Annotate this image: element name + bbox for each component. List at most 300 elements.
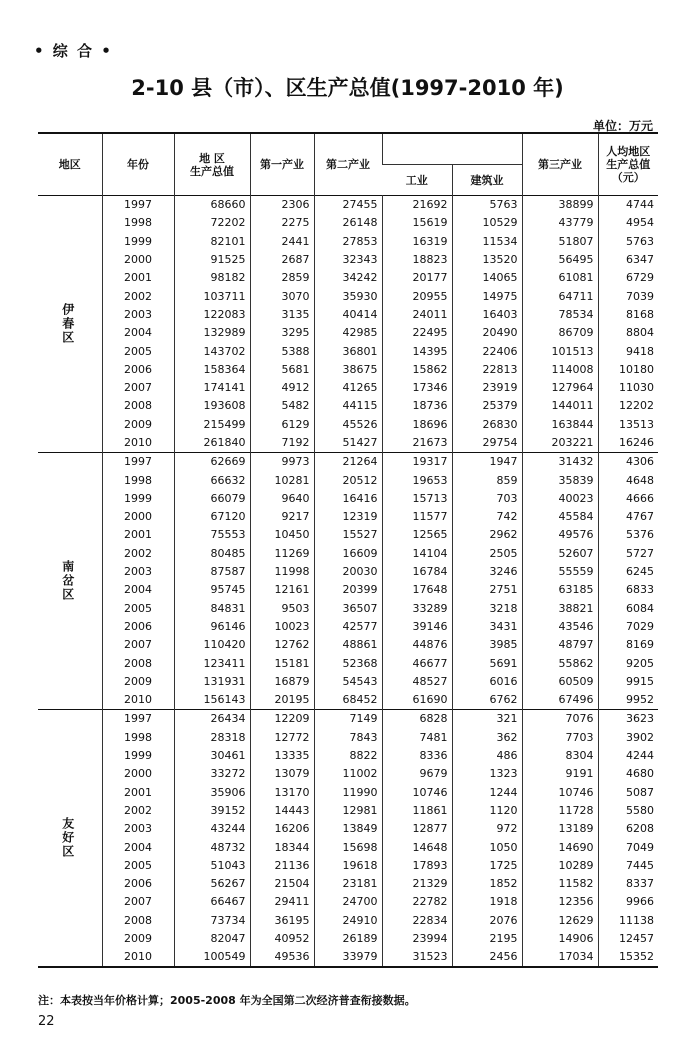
table-cell: 3985	[452, 636, 522, 654]
table-cell: 12202	[598, 397, 658, 415]
table-cell: 2441	[250, 233, 314, 251]
table-cell: 110420	[174, 636, 250, 654]
table-row	[38, 490, 658, 508]
table-cell: 51807	[522, 233, 598, 251]
table-row	[38, 306, 658, 324]
table-cell: 4244	[598, 747, 658, 765]
table-cell: 19317	[382, 453, 452, 472]
table-cell: 2001	[102, 784, 174, 802]
table-cell: 4666	[598, 490, 658, 508]
col-header-year: 年份	[102, 133, 174, 196]
region-label: 伊春区	[60, 303, 75, 346]
table-cell: 1999	[102, 233, 174, 251]
table-cell: 5691	[452, 654, 522, 672]
table-cell: 9973	[250, 453, 314, 472]
table-cell: 1050	[452, 838, 522, 856]
table-cell: 1323	[452, 765, 522, 783]
table-cell: 2003	[102, 820, 174, 838]
table-cell: 6828	[382, 710, 452, 729]
table-cell: 14690	[522, 838, 598, 856]
table-cell: 7029	[598, 618, 658, 636]
table-row	[38, 471, 658, 489]
table-cell: 5580	[598, 802, 658, 820]
table-cell: 123411	[174, 654, 250, 672]
col-header-primary: 第一产业	[250, 133, 314, 196]
table-cell: 2962	[452, 526, 522, 544]
table-cell: 12209	[250, 710, 314, 729]
table-cell: 4306	[598, 453, 658, 472]
table-cell: 12762	[250, 636, 314, 654]
table-cell: 21692	[382, 196, 452, 215]
table-cell: 2006	[102, 618, 174, 636]
table-cell: 11582	[522, 875, 598, 893]
table-cell: 203221	[522, 434, 598, 453]
table-cell: 5681	[250, 361, 314, 379]
col-header-secondary-breakdown	[382, 133, 522, 165]
table-cell: 2010	[102, 691, 174, 710]
table-row	[38, 838, 658, 856]
table-cell: 68660	[174, 196, 250, 215]
table-cell: 7149	[314, 710, 382, 729]
table-cell: 20399	[314, 581, 382, 599]
table-cell: 82047	[174, 930, 250, 948]
table-cell: 2007	[102, 379, 174, 397]
col-header-secondary: 第二产业	[314, 133, 382, 196]
table-cell: 5763	[452, 196, 522, 215]
table-cell: 9217	[250, 508, 314, 526]
table-cell: 10450	[250, 526, 314, 544]
table-cell: 703	[452, 490, 522, 508]
region-label: 南岔区	[60, 560, 75, 603]
table-cell: 20030	[314, 563, 382, 581]
table-cell: 39146	[382, 618, 452, 636]
table-cell: 163844	[522, 416, 598, 434]
table-cell: 4912	[250, 379, 314, 397]
table-cell: 6347	[598, 251, 658, 269]
table-cell: 2000	[102, 765, 174, 783]
table-cell: 87587	[174, 563, 250, 581]
table-cell: 60509	[522, 673, 598, 691]
table-cell: 40952	[250, 930, 314, 948]
table-cell: 10281	[250, 471, 314, 489]
table-cell: 9966	[598, 893, 658, 911]
table-cell: 8337	[598, 875, 658, 893]
table-cell: 23994	[382, 930, 452, 948]
page-number: 22	[38, 1014, 55, 1029]
table-cell: 61081	[522, 269, 598, 287]
table-cell: 10746	[522, 784, 598, 802]
table-cell: 21504	[250, 875, 314, 893]
table-cell: 4680	[598, 765, 658, 783]
table-cell: 8822	[314, 747, 382, 765]
table-cell: 34242	[314, 269, 382, 287]
table-cell: 4767	[598, 508, 658, 526]
table-cell: 6208	[598, 820, 658, 838]
table-cell: 24011	[382, 306, 452, 324]
table-cell: 15713	[382, 490, 452, 508]
table-cell: 12629	[522, 912, 598, 930]
table-cell: 131931	[174, 673, 250, 691]
table-cell: 2000	[102, 508, 174, 526]
table-cell: 51043	[174, 857, 250, 875]
table-cell: 6762	[452, 691, 522, 710]
table-cell: 7049	[598, 838, 658, 856]
table-row	[38, 857, 658, 875]
table-cell: 156143	[174, 691, 250, 710]
table-cell: 22834	[382, 912, 452, 930]
table-row	[38, 673, 658, 691]
table-row	[38, 875, 658, 893]
table-cell: 9640	[250, 490, 314, 508]
table-cell: 11030	[598, 379, 658, 397]
table-cell: 20195	[250, 691, 314, 710]
table-cell: 20512	[314, 471, 382, 489]
footnote: 注：本表按当年价格计算；2005-2008 年为全国第二次经济普查衔接数据。	[38, 994, 416, 1007]
table-cell: 174141	[174, 379, 250, 397]
table-cell: 11002	[314, 765, 382, 783]
table-cell: 11577	[382, 508, 452, 526]
table-cell: 5376	[598, 526, 658, 544]
table-cell: 1998	[102, 471, 174, 489]
table-cell: 1998	[102, 214, 174, 232]
table-row	[38, 508, 658, 526]
table-cell: 5727	[598, 545, 658, 563]
table-row	[38, 251, 658, 269]
table-cell: 3431	[452, 618, 522, 636]
table-cell: 13335	[250, 747, 314, 765]
table-cell: 4954	[598, 214, 658, 232]
table-cell: 48861	[314, 636, 382, 654]
table-cell: 16879	[250, 673, 314, 691]
table-cell: 15352	[598, 948, 658, 967]
table-cell: 14975	[452, 287, 522, 305]
table-cell: 36195	[250, 912, 314, 930]
table-cell: 35906	[174, 784, 250, 802]
table-cell: 49536	[250, 948, 314, 967]
table-cell: 5087	[598, 784, 658, 802]
region-label: 友好区	[60, 817, 75, 860]
table-cell: 66632	[174, 471, 250, 489]
table-cell: 132989	[174, 324, 250, 342]
col-header-gdp: 地 区 生产总值	[174, 133, 250, 196]
table-cell: 9915	[598, 673, 658, 691]
table-cell: 2000	[102, 251, 174, 269]
table-cell: 7039	[598, 287, 658, 305]
table-cell: 2008	[102, 397, 174, 415]
table-cell: 3135	[250, 306, 314, 324]
table-cell: 261840	[174, 434, 250, 453]
page-title: 2-10 县（市）、区生产总值(1997-2010 年)	[131, 76, 564, 100]
table-cell: 8168	[598, 306, 658, 324]
table-cell: 4648	[598, 471, 658, 489]
table-cell: 35930	[314, 287, 382, 305]
table-cell: 6084	[598, 600, 658, 618]
table-cell: 2004	[102, 581, 174, 599]
table-cell: 26189	[314, 930, 382, 948]
table-cell: 31523	[382, 948, 452, 967]
table-cell: 193608	[174, 397, 250, 415]
unit-label: 单位：万元	[592, 119, 653, 133]
table-cell: 114008	[522, 361, 598, 379]
table-cell: 44115	[314, 397, 382, 415]
table-cell: 15619	[382, 214, 452, 232]
table-cell: 7481	[382, 729, 452, 747]
table-cell: 19653	[382, 471, 452, 489]
table-row	[38, 324, 658, 342]
table-row	[38, 416, 658, 434]
table-cell: 2003	[102, 563, 174, 581]
table-cell: 22782	[382, 893, 452, 911]
table-cell: 1997	[102, 196, 174, 215]
table-cell: 22813	[452, 361, 522, 379]
table-cell: 3070	[250, 287, 314, 305]
table-cell: 10289	[522, 857, 598, 875]
table-cell: 2505	[452, 545, 522, 563]
table-row	[38, 453, 658, 472]
table-cell: 20490	[452, 324, 522, 342]
table-cell: 5388	[250, 342, 314, 360]
table-cell: 61690	[382, 691, 452, 710]
table-cell: 8169	[598, 636, 658, 654]
table-row	[38, 747, 658, 765]
table-row	[38, 581, 658, 599]
table-cell: 5763	[598, 233, 658, 251]
table-cell: 40414	[314, 306, 382, 324]
table-cell: 48732	[174, 838, 250, 856]
table-cell: 17648	[382, 581, 452, 599]
table-cell: 122083	[174, 306, 250, 324]
table-cell: 14104	[382, 545, 452, 563]
table-cell: 859	[452, 471, 522, 489]
table-cell: 84831	[174, 600, 250, 618]
table-cell: 25379	[452, 397, 522, 415]
table-cell: 33289	[382, 600, 452, 618]
table-cell: 73734	[174, 912, 250, 930]
table-row	[38, 654, 658, 672]
table-cell: 3623	[598, 710, 658, 729]
table-cell: 10023	[250, 618, 314, 636]
table-cell: 45584	[522, 508, 598, 526]
table-cell: 2002	[102, 287, 174, 305]
table-cell: 38899	[522, 196, 598, 215]
table-row	[38, 379, 658, 397]
table-cell: 7192	[250, 434, 314, 453]
table-cell: 5482	[250, 397, 314, 415]
table-cell: 15862	[382, 361, 452, 379]
table-cell: 56495	[522, 251, 598, 269]
table-cell: 14648	[382, 838, 452, 856]
table-cell: 143702	[174, 342, 250, 360]
table-row	[38, 397, 658, 415]
table-cell: 1244	[452, 784, 522, 802]
table-cell: 49576	[522, 526, 598, 544]
table-cell: 22406	[452, 342, 522, 360]
table-row	[38, 729, 658, 747]
table-cell: 35839	[522, 471, 598, 489]
table-cell: 15698	[314, 838, 382, 856]
table-cell: 15181	[250, 654, 314, 672]
table-cell: 33272	[174, 765, 250, 783]
table-row	[38, 618, 658, 636]
table-cell: 17893	[382, 857, 452, 875]
table-cell: 2001	[102, 269, 174, 287]
table-cell: 42577	[314, 618, 382, 636]
table-cell: 12877	[382, 820, 452, 838]
table-cell: 321	[452, 710, 522, 729]
table-cell: 6129	[250, 416, 314, 434]
table-cell: 38675	[314, 361, 382, 379]
table-cell: 2002	[102, 802, 174, 820]
table-cell: 23919	[452, 379, 522, 397]
table-cell: 1120	[452, 802, 522, 820]
table-cell: 2007	[102, 893, 174, 911]
table-row	[38, 233, 658, 251]
table-cell: 7076	[522, 710, 598, 729]
table-cell: 1997	[102, 710, 174, 729]
table-cell: 2001	[102, 526, 174, 544]
table-cell: 51427	[314, 434, 382, 453]
table-cell: 2008	[102, 654, 174, 672]
table-cell: 31432	[522, 453, 598, 472]
table-cell: 13170	[250, 784, 314, 802]
table-cell: 66467	[174, 893, 250, 911]
table-cell: 15527	[314, 526, 382, 544]
table-row	[38, 893, 658, 911]
table-cell: 9191	[522, 765, 598, 783]
table-cell: 11269	[250, 545, 314, 563]
table-cell: 55559	[522, 563, 598, 581]
table-cell: 14065	[452, 269, 522, 287]
table-cell: 20177	[382, 269, 452, 287]
table-cell: 2004	[102, 838, 174, 856]
table-cell: 2006	[102, 875, 174, 893]
table-cell: 7703	[522, 729, 598, 747]
table-cell: 21264	[314, 453, 382, 472]
table-row	[38, 342, 658, 360]
table-cell: 2009	[102, 930, 174, 948]
table-cell: 10746	[382, 784, 452, 802]
table-cell: 14395	[382, 342, 452, 360]
table-cell: 10180	[598, 361, 658, 379]
table-cell: 486	[452, 747, 522, 765]
table-cell: 6016	[452, 673, 522, 691]
table-cell: 13079	[250, 765, 314, 783]
table-cell: 82101	[174, 233, 250, 251]
table-row	[38, 434, 658, 453]
table-row	[38, 710, 658, 729]
table-cell: 12356	[522, 893, 598, 911]
table-cell: 18696	[382, 416, 452, 434]
table-cell: 16403	[452, 306, 522, 324]
table-cell: 42985	[314, 324, 382, 342]
table-cell: 52368	[314, 654, 382, 672]
table-cell: 67496	[522, 691, 598, 710]
table-cell: 14443	[250, 802, 314, 820]
table-cell: 2006	[102, 361, 174, 379]
table-cell: 22495	[382, 324, 452, 342]
table-cell: 11728	[522, 802, 598, 820]
table-cell: 1999	[102, 747, 174, 765]
table-cell: 21136	[250, 857, 314, 875]
table-cell: 9503	[250, 600, 314, 618]
table-cell: 2010	[102, 434, 174, 453]
table-cell: 32343	[314, 251, 382, 269]
table-cell: 44876	[382, 636, 452, 654]
table-cell: 23181	[314, 875, 382, 893]
table-cell: 26830	[452, 416, 522, 434]
table-cell: 3902	[598, 729, 658, 747]
table-row	[38, 545, 658, 563]
table-row	[38, 600, 658, 618]
table-cell: 19618	[314, 857, 382, 875]
table-row	[38, 691, 658, 710]
table-cell: 86709	[522, 324, 598, 342]
table-cell: 55862	[522, 654, 598, 672]
table-cell: 12565	[382, 526, 452, 544]
table-cell: 2859	[250, 269, 314, 287]
table-cell: 3246	[452, 563, 522, 581]
table-cell: 2005	[102, 857, 174, 875]
table-row	[38, 269, 658, 287]
table-cell: 2275	[250, 214, 314, 232]
table-cell: 101513	[522, 342, 598, 360]
table-cell: 1998	[102, 729, 174, 747]
table-cell: 43546	[522, 618, 598, 636]
table-cell: 29754	[452, 434, 522, 453]
table-cell: 12161	[250, 581, 314, 599]
table-cell: 2002	[102, 545, 174, 563]
table-row	[38, 196, 658, 215]
table-cell: 2005	[102, 342, 174, 360]
table-cell: 48527	[382, 673, 452, 691]
table-cell: 24700	[314, 893, 382, 911]
table-cell: 75553	[174, 526, 250, 544]
table-cell: 11861	[382, 802, 452, 820]
table-cell: 2687	[250, 251, 314, 269]
table-cell: 11138	[598, 912, 658, 930]
table-cell: 21329	[382, 875, 452, 893]
table-row	[38, 912, 658, 930]
table-cell: 16784	[382, 563, 452, 581]
col-header-region: 地区	[38, 133, 102, 196]
table-cell: 3218	[452, 600, 522, 618]
table-row	[38, 820, 658, 838]
table-cell: 144011	[522, 397, 598, 415]
table-cell: 17034	[522, 948, 598, 967]
table-cell: 98182	[174, 269, 250, 287]
table-cell: 64711	[522, 287, 598, 305]
table-cell: 4744	[598, 196, 658, 215]
table-cell: 95745	[174, 581, 250, 599]
table-cell: 26148	[314, 214, 382, 232]
table-cell: 56267	[174, 875, 250, 893]
table-row	[38, 802, 658, 820]
table-cell: 2008	[102, 912, 174, 930]
table-cell: 62669	[174, 453, 250, 472]
region-group	[38, 710, 658, 968]
table-cell: 2004	[102, 324, 174, 342]
table-cell: 8336	[382, 747, 452, 765]
region-group	[38, 196, 658, 453]
table-cell: 11990	[314, 784, 382, 802]
table-cell: 6729	[598, 269, 658, 287]
table-cell: 12772	[250, 729, 314, 747]
table-cell: 48797	[522, 636, 598, 654]
table-cell: 742	[452, 508, 522, 526]
table-cell: 2007	[102, 636, 174, 654]
table-cell: 45526	[314, 416, 382, 434]
table-cell: 38821	[522, 600, 598, 618]
